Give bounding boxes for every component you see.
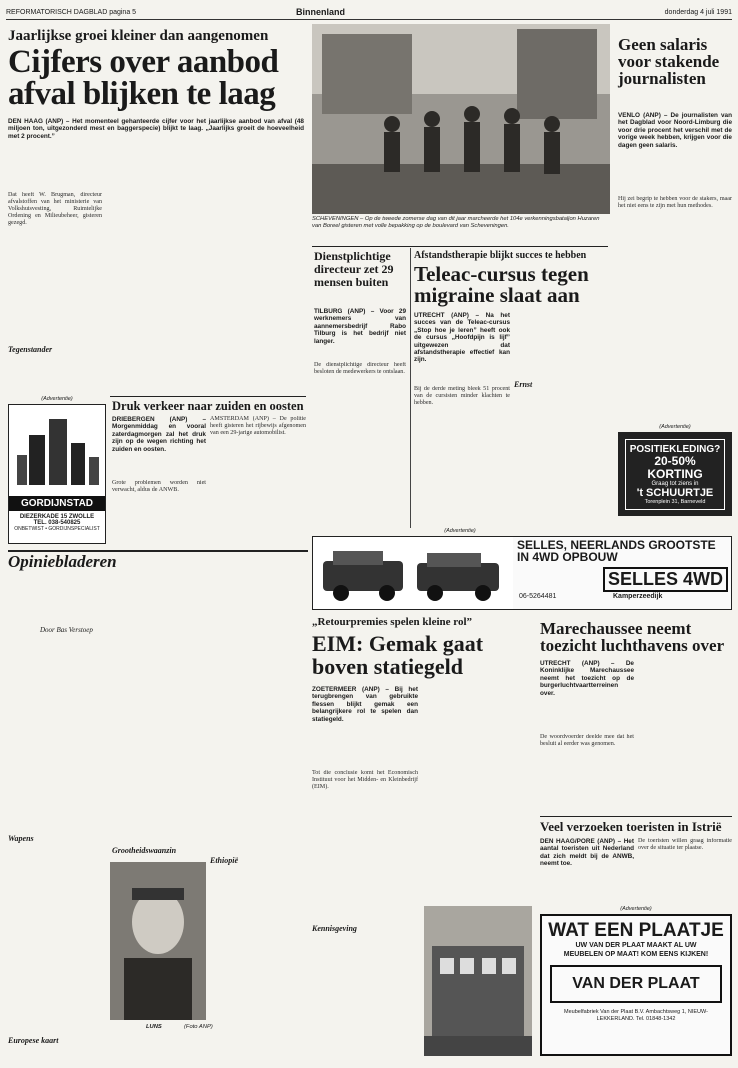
main-body-col3 [208,192,304,392]
opinie-col3 [210,580,308,840]
luns-portrait-image [110,862,206,1020]
istrie-headline: Veel verzoeken toeristen in Istrië [540,819,722,834]
marechaussee-body-col2 [638,660,732,814]
building-image [424,906,532,1056]
opinie-col1 [8,636,106,1056]
ad-label-gordijnstad: (Advertentie) [41,396,73,402]
paper-name: REFORMATORISCH DAGBLAD pagina 5 [6,9,137,16]
jeep-phone: 06-5264481 [519,593,557,600]
ad-label-jeep: (Advertentie) [444,528,476,534]
plaat-line2: UW VAN DER PLAAT MAAKT AL UW MEUBELEN OP MAAT! KOM EENS KIJKEN! [563,942,709,958]
opinie-banner [8,550,308,570]
plaat-address: Meubelfabriek Van der Plaat B.V. Ambachtsweg 1, NIEUW-LEKKERLAND. Tel. 01848-1342 [564,1009,708,1022]
opinie-sub-europa: Europese kaart [8,1036,59,1045]
schuurtje-address: Torenplein 31, Barneveld [644,499,706,505]
luns-photo-credit: (Foto ANP) [184,1024,213,1030]
van-der-plaat-ad[interactable] [540,914,732,1056]
eim-body-col2 [424,686,530,920]
selles-jeep-ad[interactable] [312,536,732,610]
photo-caption: SCHEVENINGEN – Op de tweede zomerse dag van dit jaar marcheerde het 104e verkenningsbataljon Huzaren van Boreel gisteren met volle bepakking op de boulevard van Scheveningen. [312,216,600,229]
afstand-kicker: Afstandstherapie blijkt succes te hebben [414,250,587,261]
eim-headline: EIM: Gemak gaat boven statiegeld [312,631,484,679]
afstand-headline: Teleac-cursus tegen migraine slaat aan [414,262,589,307]
main-headline: Cijfers over aanbod afval blijken te laag [8,44,279,112]
gordijnstad-tagline: ONBETWIST • GORDIJNSPECIALIST [14,526,100,532]
gordijnstad-skyline-icon [9,405,106,491]
afstand-lead: UTRECHT (ANP) – Na het succes van de Teleac-cursus „Stop hoe je leren” heeft ook de cursus „Hoofdpijn is lijf” uitgewezen dat afstandstherapie effectief kan zijn. [414,312,510,364]
issue-date: donderdag 4 juli 1991 [664,9,732,16]
page-header [6,6,732,20]
opinie-sub-grootheid: Grootheidswaanzin [112,846,177,855]
luns-photo [110,862,206,1020]
afstand-subhead: Ernst [514,380,533,389]
eim-body: Tot die conclusie komt het Economisch Instituut voor het Midden- en Kleinbedrijf (EIM). [312,770,418,790]
eim-lead: ZOETERMEER (ANP) – Bij het terugbrengen van gebruikte flessen blijkt gemak een belangrijkere rol te spelen dan statiegeld. [312,686,418,723]
opinie-col2 [110,580,208,840]
eim-kicker: „Retourpremies spelen kleine rol” [312,616,472,628]
afstand-body-col2 [514,312,610,526]
marechaussee-body: De woordvoerder deelde mee dat het besluit al eerder was genomen. [540,734,634,747]
main-lead: DEN HAAG (ANP) – Het momenteel gehanteerde cijfer voor het jaarlijkse aanbod van afval (48 miljoen ton, uitgezonderd mest en baggerspecie) blijkt te laag. „Jaarlijks groeit de hoeveelheid met 2 procent.” [8,118,304,140]
gordijnstad-ad[interactable] [8,404,106,544]
opinie-byline: Door Bas Verstoep [40,626,93,634]
rule-dienst [312,246,608,247]
istrie-lead: DEN HAAG/PORE (ANP) – Het aantal toeristen uit Nederland dat zich meldt bij de ANWB, neemt toe. [540,838,634,868]
plaat-brand: VAN DER PLAAT [550,965,722,1003]
jeep-headline: SELLES, NEERLANDS GROOTSTE IN 4WD OPBOUW [517,538,716,564]
rule-druk [110,396,306,397]
schuurtje-shop: 't SCHUURTJE [636,487,714,499]
ad-label-plaat: (Advertentie) [620,906,652,912]
gordijnstad-brand: GORDIJNSTAD [9,496,105,511]
salaris-headline: Geen salaris voor stakende journalisten [618,35,720,88]
jeep-logo: SELLES 4WD [603,567,728,592]
main-body-col1: Dat heeft W. Brugman, directeur afvalstoffen van het ministerie van Volkshuisvesting, Ruimtelijke Ordening en Milieubeheer, gisteren gezegd. [8,192,102,226]
drukwerk-headline: Druk verkeer naar zuiden en oosten [112,399,304,413]
schuurtje-note: Graag tot ziens in [651,481,699,487]
salaris-body: Hij zei begrip te hebben voor de stakers, maar het niet eens te zijn met hun methodes. [618,196,732,209]
luns-caption: LUNS [146,1024,162,1030]
main-body-col2 [108,192,202,392]
opinie-sub-ethiopie: Ethiopië [210,856,239,865]
eim-subhead: Kennisgeving [312,924,357,933]
schuurtje-title: POSITIEKLEDING? [629,444,721,455]
gordijnstad-phone: TEL. 038-540825 [33,520,81,526]
soldiers-photo [312,24,610,214]
dienst-lead: TILBURG (ANP) – Voor 29 werknemers van aannemersbedrijf Rabo Tilburg is het bedrijf niet langer. [314,308,406,345]
afstand-body: Bij de derde meting bleek 51 procent van de cursisten minder klachten te hebben. [414,386,510,406]
schuurtje-discount: 20-50% KORTING [647,454,703,481]
marechaussee-lead: UTRECHT (ANP) – De Koninklijke Marechaussee neemt het toezicht op de burgerluchtvaartterreinen over. [540,660,634,697]
rule-istrie [540,816,732,817]
drukwerk-lead: DRIEBERGEN (ANP) – Morgenmiddag en vooral zaterdagmorgen zal het druk zijn op de wegen richting het zuiden en oosten. [112,416,206,453]
drukwerk-amsterdam: AMSTERDAM (ANP) – De politie heeft gisteren het rijbewijs afgenomen van een 29-jarige automobilist. [210,416,306,436]
section-name: Binnenland [296,7,345,17]
opinie-sub-wapens: Wapens [8,834,34,843]
dienst-headline: Dienstplichtige directeur zet 29 mensen buiten [314,249,394,289]
main-subhead: Tegenstander [8,345,53,354]
istrie-body: De toeristen willen graag informatie over de situatie ter plaatse. [638,838,732,851]
dienst-body: De dienstplichtige directeur heeft besloten de medewerkers te ontslaan. [314,362,406,375]
jeep-cars-icon [313,537,513,609]
plaat-line1: WAT EEN PLAATJE [548,920,724,941]
schuurtje-ad[interactable] [618,432,732,516]
ad-label-schuurtje: (Advertentie) [659,424,691,430]
main-kicker: Jaarlijkse groei kleiner dan aangenomen [8,28,269,44]
opinie-title: Opiniebladeren [8,552,117,571]
vrule-dienst [410,248,411,528]
drukwerk-body: Grote problemen worden niet verwacht, aldus de ANWB. [112,480,206,493]
gordijnstad-address: DIEZERKADE 15 ZWOLLE [19,514,95,520]
salaris-lead: VENLO (ANP) – De journalisten van het Dagblad voor Noord-Limburg die voor drie procent het verschil met de vorige week hebben, krijgen voor die dagen geen salaris. [618,112,732,149]
soldiers-photo-image [312,24,610,214]
marechaussee-headline: Marechaussee neemt toezicht luchthavens over [540,619,725,655]
jeep-subline: Kamperzeedijk [613,593,663,600]
building-photo [424,906,532,1056]
